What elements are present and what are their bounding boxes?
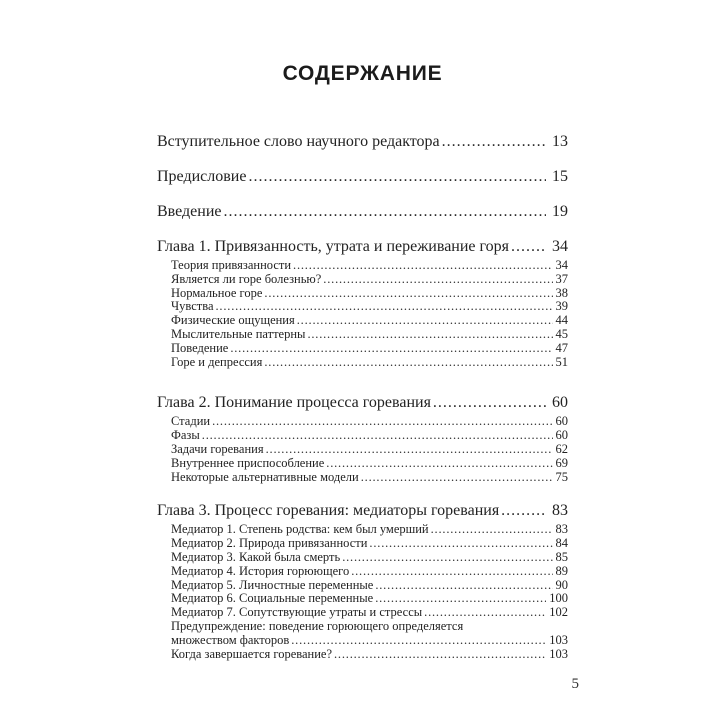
chapter-page: 60	[552, 394, 568, 412]
dot-leader	[216, 300, 553, 314]
toc-subentry-label: Некоторые альтернативные модели	[171, 469, 359, 484]
toc-subentry	[171, 328, 568, 342]
toc-subentry-page: 69	[555, 455, 568, 470]
chapter-entries	[157, 415, 568, 484]
dot-leader	[293, 259, 552, 273]
toc-subentry-page: 44	[555, 313, 568, 328]
toc-subentry	[171, 300, 568, 314]
chapter-heading	[157, 393, 568, 412]
dot-leader	[202, 429, 553, 443]
toc-subentry-label: Медиатор 2. Природа привязанности	[171, 536, 368, 551]
toc-subentry-page: 39	[555, 299, 568, 314]
chapter-entries	[157, 523, 568, 661]
toc-entry-label: Вступительное слово научного редактора	[157, 133, 440, 150]
toc-subentry-label: Когда завершается горевание?	[171, 646, 332, 661]
dot-leader	[230, 342, 552, 356]
dot-leader	[264, 356, 552, 370]
toc-subentry-label: Внутреннее приспособление	[171, 455, 325, 470]
toc-subentry-label: Медиатор 4. История горюющего	[171, 563, 350, 578]
chapter-page: 34	[552, 238, 568, 255]
dot-leader	[342, 551, 552, 565]
chapter-title: Глава 3. Процесс горевания: медиаторы горевания	[157, 502, 500, 520]
toc-entry-page: 19	[552, 203, 568, 220]
toc-subentry	[171, 537, 568, 551]
toc-subentry-label: Задачи горевания	[171, 441, 264, 456]
toc-subentry-multiline	[171, 620, 568, 648]
toc-subentry	[171, 457, 568, 471]
dot-leader	[297, 314, 553, 328]
toc-subentry-label: Фазы	[171, 428, 200, 443]
toc-subentry	[171, 356, 568, 370]
toc-subentry-label: Стадии	[171, 414, 211, 429]
toc-subentry-page: 100	[549, 591, 568, 606]
dot-leader	[375, 592, 546, 606]
chapter-title: Глава 2. Понимание процесса горевания	[157, 394, 431, 412]
toc-subentry-label: Медиатор 7. Сопутствующие утраты и стрессы	[171, 605, 423, 620]
dot-leader	[361, 471, 553, 485]
toc-subentry-page: 34	[555, 258, 568, 272]
toc-subentry-page: 85	[555, 549, 568, 564]
toc-subentry-page: 75	[555, 469, 568, 484]
dot-leader	[511, 237, 546, 256]
toc-subentry-page: 103	[549, 646, 568, 661]
toc-subentry-page: 89	[555, 563, 568, 578]
toc-subentry	[171, 523, 568, 537]
dot-leader	[212, 415, 552, 429]
toc-subentry-page: 60	[555, 428, 568, 443]
toc-content	[157, 0, 568, 661]
toc-subentry	[171, 443, 568, 457]
toc-subentry-label-line2: множеством факторов	[171, 632, 290, 647]
dot-leader	[264, 287, 552, 301]
toc-subentry-label: Медиатор 3. Какой была смерть	[171, 549, 341, 564]
toc-subentry	[171, 579, 568, 593]
toc-subentry	[171, 415, 568, 429]
dot-leader	[424, 606, 546, 620]
dot-leader	[224, 202, 547, 221]
toc-subentry-page: 60	[555, 414, 568, 429]
dot-leader	[307, 328, 552, 342]
toc-subentry-label: Нормальное горе	[171, 285, 263, 300]
dot-leader	[369, 537, 552, 551]
toc-subentry-page: 83	[555, 522, 568, 537]
page-title: СОДЕРЖАНИЕ	[282, 62, 443, 85]
dot-leader	[433, 393, 546, 412]
toc-subentry-label: Медиатор 6. Социальные переменные	[171, 591, 374, 606]
toc-subentry	[171, 287, 568, 301]
toc-subentry	[171, 551, 568, 565]
toc-subentry-page: 47	[555, 340, 568, 355]
toc-subentry-label: Медиатор 1. Степень родства: кем был умерший	[171, 522, 429, 537]
dot-leader	[291, 634, 546, 648]
toc-entry	[157, 132, 568, 151]
chapter-entries	[157, 259, 568, 369]
toc-subentry-page: 90	[555, 577, 568, 592]
toc-subentry-page: 62	[555, 441, 568, 456]
toc-subentry-label: Является ли горе болезнью?	[171, 271, 322, 286]
toc-subentry-label: Поведение	[171, 340, 229, 355]
toc-subentry	[171, 273, 568, 287]
toc-subentry-label: Мыслительные паттерны	[171, 326, 306, 341]
dot-leader	[442, 132, 546, 151]
folio-page-number: 5	[571, 676, 579, 692]
toc-entry	[157, 167, 568, 186]
toc-subentry-page: 102	[549, 605, 568, 620]
toc-subentry-line2	[171, 634, 568, 648]
toc-subentry-page: 103	[549, 632, 568, 647]
dot-leader	[266, 443, 553, 457]
toc-entry-label: Предисловие	[157, 168, 247, 185]
toc-subentry-label: Чувства	[171, 299, 214, 314]
toc-subentry	[171, 342, 568, 356]
toc-subentry-label: Медиатор 5. Личностные переменные	[171, 577, 374, 592]
toc-subentry	[171, 314, 568, 328]
toc-subentry-label: Теория привязанности	[171, 258, 292, 272]
dot-leader	[375, 579, 552, 593]
toc-entry	[157, 202, 568, 221]
toc-subentry-page: 84	[555, 536, 568, 551]
toc-subentry	[171, 471, 568, 485]
toc-entry-page: 15	[552, 168, 568, 185]
dot-leader	[248, 167, 546, 186]
toc-subentry-label: Горе и депрессия	[171, 354, 263, 369]
chapter-page: 83	[552, 502, 568, 520]
toc-subentry	[171, 429, 568, 443]
dot-leader	[501, 501, 546, 520]
dot-leader	[431, 523, 553, 537]
dot-leader	[326, 457, 552, 471]
chapter-title: Глава 1. Привязанность, утрата и переживание горя	[157, 238, 510, 255]
toc-subentry-page: 38	[555, 285, 568, 300]
toc-subentry	[171, 648, 568, 662]
toc-subentry-page: 37	[555, 271, 568, 286]
toc-subentry-label-line1: Предупреждение: поведение горюющего определяется	[171, 618, 464, 633]
toc-subentry-label: Физические ощущения	[171, 313, 295, 328]
toc-subentry	[171, 592, 568, 606]
toc-subentry	[171, 259, 568, 273]
front-matter-list	[157, 132, 568, 221]
toc-subentry-page: 51	[555, 354, 568, 369]
toc-entry-page: 13	[552, 133, 568, 150]
chapter-heading	[157, 237, 568, 256]
toc-subentry-page: 45	[555, 326, 568, 341]
dot-leader	[323, 273, 552, 287]
toc-subentry	[171, 606, 568, 620]
toc-subentry	[171, 565, 568, 579]
dot-leader	[351, 565, 552, 579]
chapter-heading	[157, 501, 568, 520]
dot-leader	[334, 648, 546, 662]
toc-entry-label: Введение	[157, 203, 222, 220]
